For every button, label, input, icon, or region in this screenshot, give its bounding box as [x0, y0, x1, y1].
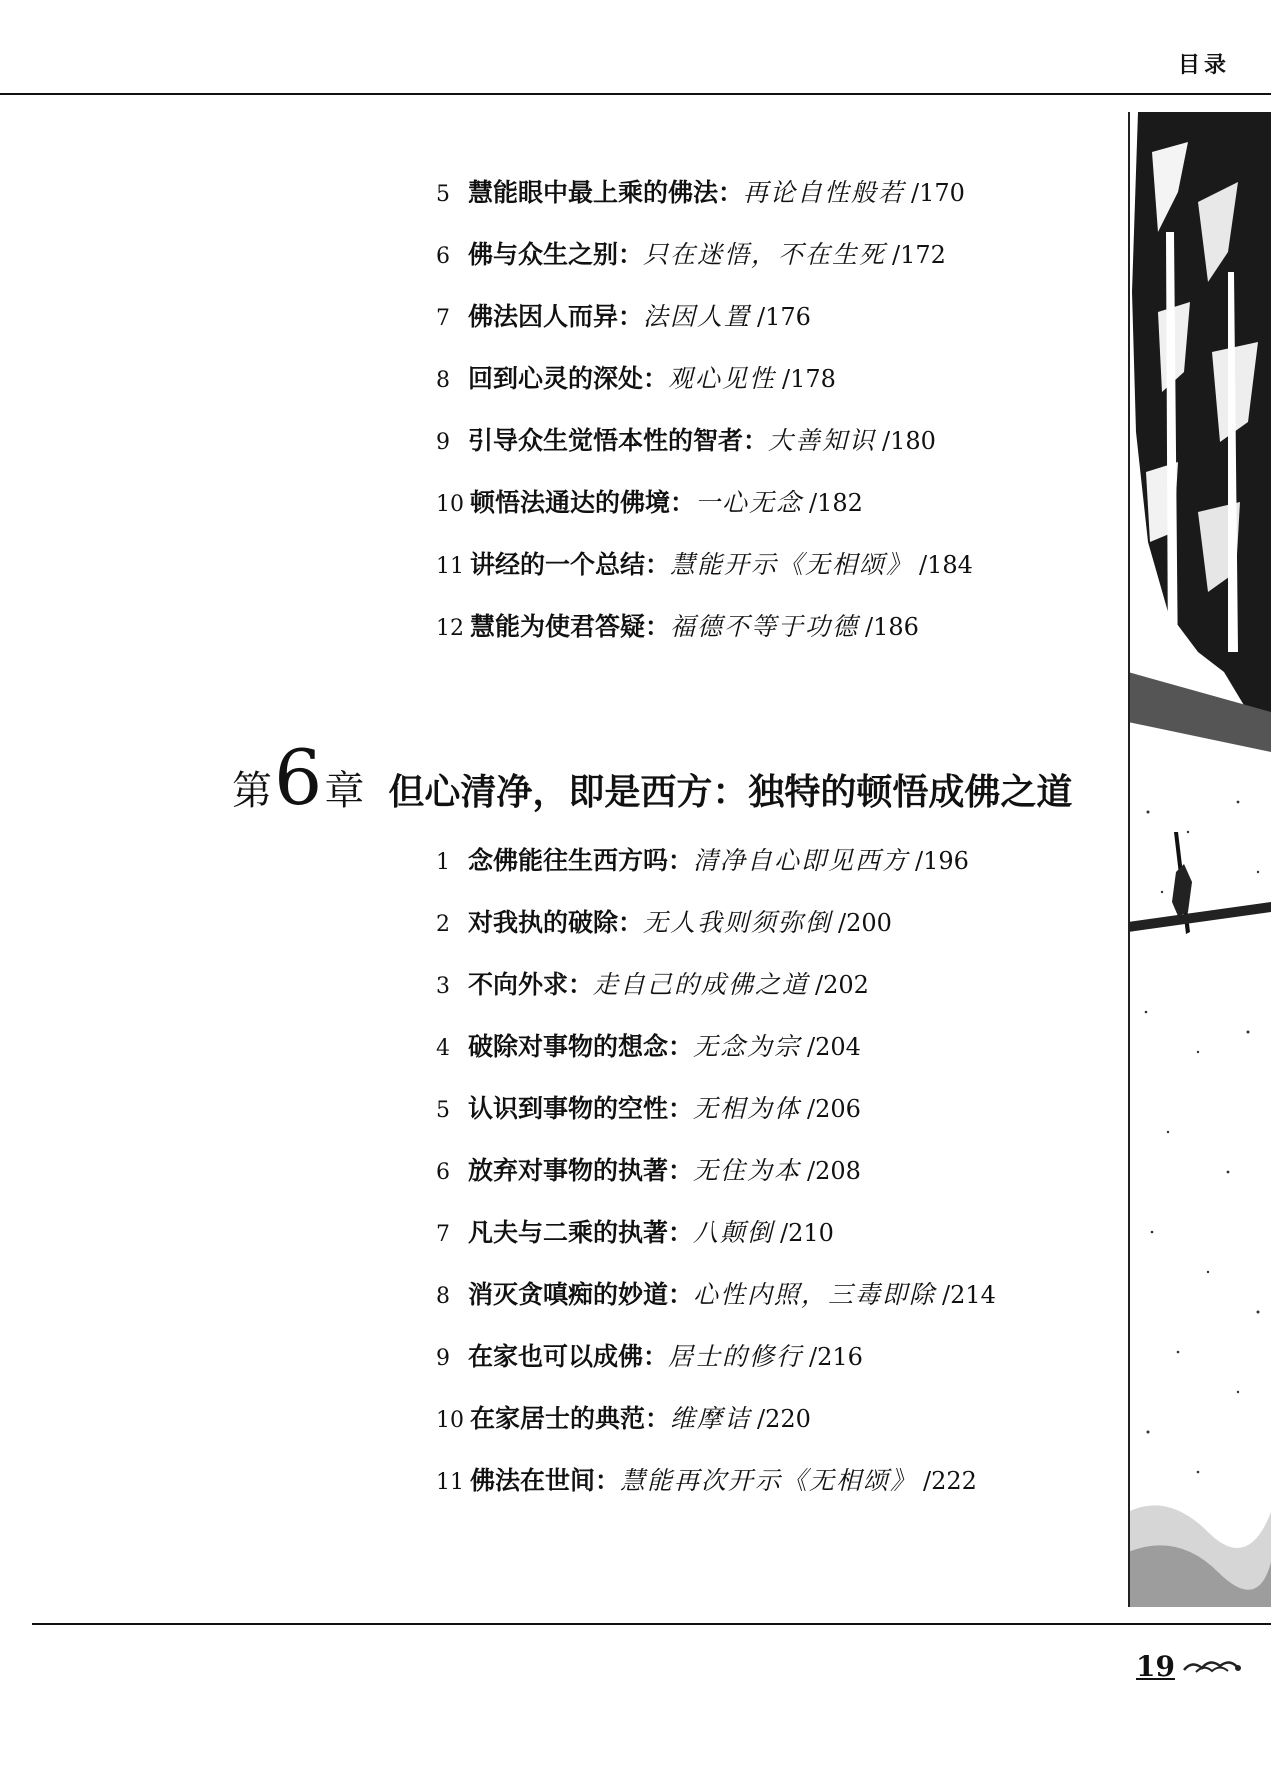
entry-page: /196 [915, 847, 969, 875]
entry-title: 认识到事物的空性： [468, 1094, 694, 1123]
entry-page: /176 [757, 303, 811, 331]
toc-entry[interactable] [436, 482, 973, 544]
entry-subtitle: 维摩诘 [670, 1404, 752, 1433]
chapter-6-heading[interactable] [232, 733, 1073, 822]
entry-subtitle: 居士的修行 [668, 1342, 804, 1371]
entry-page: /170 [911, 179, 965, 207]
entry-title: 凡夫与二乘的执著： [468, 1218, 694, 1247]
toc-entry[interactable] [436, 172, 973, 234]
entry-number: 10 [436, 1408, 464, 1433]
entry-number: 6 [436, 1160, 450, 1185]
entry-subtitle: 大善知识 [768, 426, 877, 455]
toc-entry[interactable] [436, 1460, 996, 1522]
entry-page: /214 [942, 1281, 996, 1309]
entry-number: 7 [436, 1222, 450, 1247]
entry-title: 引导众生觉悟本性的智者： [468, 426, 769, 455]
entry-title: 佛法因人而异： [468, 302, 644, 331]
chapter-6-entries [436, 840, 996, 1522]
toc-entry[interactable] [436, 420, 973, 482]
entry-title: 回到心灵的深处： [468, 364, 669, 393]
entry-number: 11 [436, 554, 464, 579]
entry-number: 10 [436, 492, 464, 517]
entry-title: 佛与众生之别： [468, 240, 644, 269]
chapter-title: 但心清净，即是西方：独特的顿悟成佛之道 [388, 772, 1073, 813]
toc-entry[interactable] [436, 1398, 996, 1460]
page-number: 19 [1136, 1650, 1175, 1683]
entry-number: 4 [436, 1036, 450, 1061]
toc-entry[interactable] [436, 296, 973, 358]
entry-page: /204 [807, 1033, 861, 1061]
chapter-number: 6 [274, 733, 323, 822]
entry-title: 慧能为使君答疑： [470, 612, 671, 641]
entry-page: /186 [865, 613, 919, 641]
entry-title: 慧能眼中最上乘的佛法： [468, 178, 744, 207]
entry-number: 3 [436, 974, 450, 999]
entry-subtitle: 无住为本 [693, 1156, 802, 1185]
entry-page: /210 [780, 1219, 834, 1247]
entry-number: 11 [436, 1470, 464, 1495]
entry-title: 在家居士的典范： [470, 1404, 671, 1433]
entry-subtitle: 福德不等于功德 [670, 612, 860, 641]
entry-subtitle: 只在迷悟，不在生死 [643, 240, 887, 269]
chapter-suffix: 章 [324, 768, 365, 814]
entry-number: 9 [436, 430, 450, 455]
cloud-ornament-icon [1182, 1656, 1242, 1682]
entry-number: 7 [436, 306, 450, 331]
entry-page: /222 [923, 1467, 977, 1495]
entry-subtitle: 观心见性 [668, 364, 777, 393]
entry-subtitle: 心性内照，三毒即除 [693, 1280, 937, 1309]
entry-page: /202 [815, 971, 869, 999]
entry-number: 12 [436, 616, 464, 641]
entry-subtitle: 慧能再次开示《无相颂》 [620, 1466, 918, 1495]
chapter-prefix: 第 [232, 768, 272, 814]
section-label: 目录 [1178, 52, 1231, 78]
entry-subtitle: 无人我则须弥倒 [643, 908, 833, 937]
toc-entry[interactable] [436, 358, 973, 420]
entry-number: 8 [436, 368, 450, 393]
entry-subtitle: 无相为体 [693, 1094, 802, 1123]
entry-number: 8 [436, 1284, 450, 1309]
entry-page: /178 [782, 365, 836, 393]
entry-title: 消灭贪嗔痴的妙道： [468, 1280, 694, 1309]
toc-entry[interactable] [436, 964, 996, 1026]
toc-entry[interactable] [436, 1336, 996, 1398]
entry-title: 对我执的破除： [468, 908, 644, 937]
entry-title: 顿悟法通达的佛境： [470, 488, 696, 517]
toc-entry[interactable] [436, 1150, 996, 1212]
entry-title: 不向外求： [468, 970, 594, 999]
entry-number: 9 [436, 1346, 450, 1371]
entry-subtitle: 无念为宗 [693, 1032, 802, 1061]
entry-title: 佛法在世间： [470, 1466, 621, 1495]
toc-entry[interactable] [436, 840, 996, 902]
entry-page: /184 [919, 551, 973, 579]
toc-entry[interactable] [436, 1026, 996, 1088]
toc-entry[interactable] [436, 544, 973, 606]
entry-page: /200 [838, 909, 892, 937]
bottom-rule [32, 1623, 1271, 1625]
entry-page: /180 [882, 427, 936, 455]
toc-entry[interactable] [436, 902, 996, 964]
top-rule [0, 93, 1271, 95]
entry-number: 5 [436, 182, 450, 207]
entry-title: 放弃对事物的执著： [468, 1156, 694, 1185]
entry-page: /220 [757, 1405, 811, 1433]
entry-title: 念佛能往生西方吗： [468, 846, 694, 875]
entry-page: /208 [807, 1157, 861, 1185]
entry-title: 讲经的一个总结： [470, 550, 671, 579]
entry-subtitle: 慧能开示《无相颂》 [670, 550, 914, 579]
toc-entry[interactable] [436, 1212, 996, 1274]
entry-page: /172 [892, 241, 946, 269]
entry-number: 2 [436, 912, 450, 937]
entry-subtitle: 清净自心即见西方 [693, 846, 910, 875]
ink-painting-illustration [1128, 112, 1271, 1607]
toc-entry[interactable] [436, 1088, 996, 1150]
entry-title: 破除对事物的想念： [468, 1032, 694, 1061]
entry-number: 5 [436, 1098, 450, 1123]
toc-entry[interactable] [436, 606, 973, 668]
entry-subtitle: 再论自性般若 [743, 178, 906, 207]
chapter-5-entries [436, 172, 973, 668]
entry-page: /182 [809, 489, 863, 517]
entry-subtitle: 八颠倒 [693, 1218, 775, 1247]
entry-page: /216 [809, 1343, 863, 1371]
entry-number: 1 [436, 850, 450, 875]
entry-subtitle: 法因人置 [643, 302, 752, 331]
entry-number: 6 [436, 244, 450, 269]
entry-subtitle: 走自己的成佛之道 [593, 970, 810, 999]
entry-subtitle: 一心无念 [695, 488, 804, 517]
entry-page: /206 [807, 1095, 861, 1123]
toc-entry[interactable] [436, 234, 973, 296]
entry-title: 在家也可以成佛： [468, 1342, 669, 1371]
toc-entry[interactable] [436, 1274, 996, 1336]
